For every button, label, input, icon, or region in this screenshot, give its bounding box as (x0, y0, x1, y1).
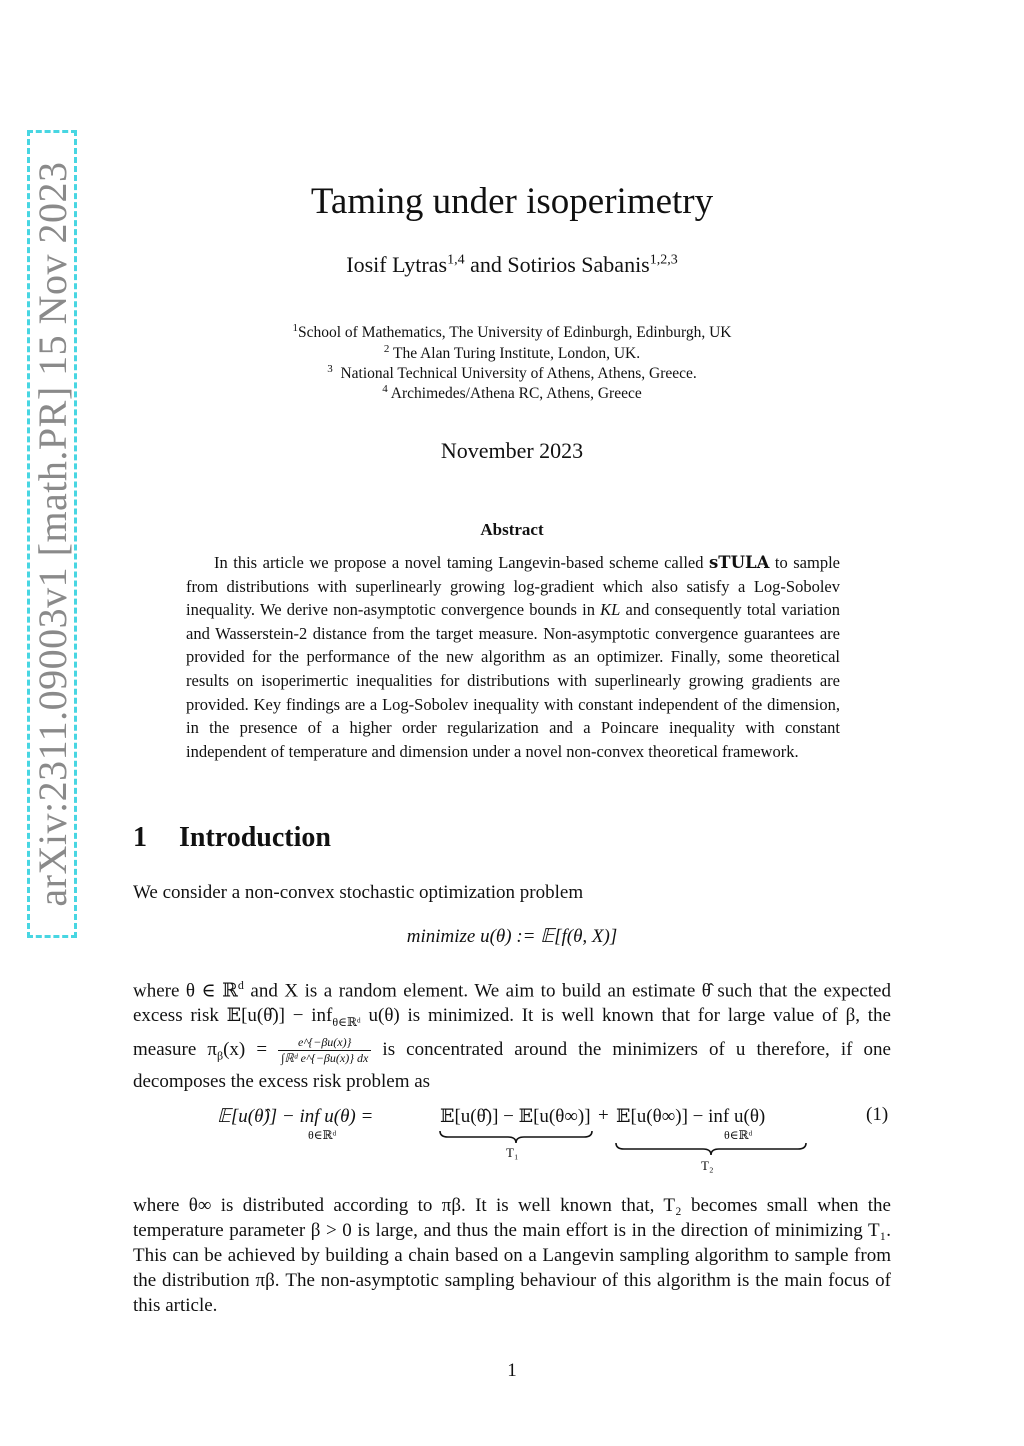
plus-sign: + (598, 1105, 609, 1126)
affiliation: $^1$School of Mathematics, The University of Edinburgh, Edinburgh, UK (292, 322, 732, 342)
affiliation: $^4$ Archimedes/Athena RC, Athens, Greece (382, 383, 642, 403)
author-affil-sup: 1,2,3 (649, 252, 678, 268)
intro-paragraph: where θ ∈ ℝ$^d$ and X is a random element. We aim to build an estimate θ̂ such that the expected excess risk 𝔼[u(θ̂)] − inf$_{\theta\in ℝᵈ}$ u(θ) is minimized. It is well known that for large value of β, the measure $\pi_\beta(x)$ = $\frac{e\^{}\{-\beta u(x)\}}{\text{∫ℝᵈ e\textasciicircum{}\{−βu(x)\} dx}}$ is concentrated around the minimizers of u therefore, if one decomposes the excess risk problem as (133, 978, 891, 1092)
underbrace-t2 (614, 1141, 808, 1157)
affiliation: $^3$ National Technical University of Athens, Athens, Greece. (327, 363, 697, 383)
intro-paragraph: We consider a non-convex stochastic optimization problem (133, 882, 584, 903)
author-name: Sotirios Sabanis (507, 252, 650, 277)
section-title: Introduction (179, 822, 331, 853)
t2-label: T₂ (701, 1158, 714, 1173)
author-conjunction: and (470, 252, 502, 277)
abstract-heading: Abstract (480, 520, 544, 539)
paper-title: Taming under isoperimetry (310, 181, 714, 222)
author-affil-sup: 1,4 (447, 252, 465, 268)
abstract-body: In this article we propose a novel taming Langevin-based scheme called sTULA to sample from distributions with superlinearly growing log-gradient which also satisfy a Log-Sobolev inequality. We derive non-asymptotic convergence bounds in KL and consequently total variation and Wasserstein-2 distance from the target measure. Non-asymptotic convergence guarantees are provided for the performance of the new algorithm as an optimizer. Finally, some theoretical results on isoperimertic inequalities for distributions with superlinearly growing gradients are provided. Key findings are a Log-Sobolev inequality with constant independent of the dimension, in the presence of a higher order regularization and a Poincare inequality with constant independent of temperature and dimension under a novel non-convex theoretical framework. (186, 553, 840, 761)
eq1-term-t2: 𝔼[u(θ∞)] − inf u(θ) (616, 1106, 766, 1127)
equation-number: (1) (866, 1104, 889, 1125)
author-line (0, 252, 1024, 278)
eq1-term-t1: 𝔼[u(θ̂)] − 𝔼[u(θ∞)] (440, 1106, 591, 1127)
paper-date: November 2023 (440, 438, 584, 463)
underbrace-t1 (438, 1129, 594, 1145)
intro-paragraph: where θ∞ is distributed according to πβ. It is well known that, T₂ becomes small when the temperature parameter β > 0 is large, and thus the main effort is in the direction of minimizing T₁. This can be achieved by building a chain based on a Langevin sampling algorithm to sample from the distribution πβ. The non-asymptotic sampling behaviour of this algorithm is the main focus of this article. (133, 1195, 891, 1316)
arxiv-stamp: arXiv:2311.09003v1 [math.PR] 15 Nov 2023 (30, 161, 75, 907)
measure-fraction: $\frac{e\^{}\{-\beta u(x)\}}{\text{∫ℝᵈ e\textasciicircum{}\{−βu(x)\} dx}}$ (278, 1035, 371, 1066)
eq1-inf-sub: θ∈ℝᵈ (308, 1128, 337, 1142)
section-number: 1 (133, 822, 147, 853)
scheme-name: sTULA (709, 553, 770, 572)
t1-label: T₁ (506, 1145, 519, 1160)
display-equation: minimize u(θ) := 𝔼[f(θ, X)] (406, 926, 618, 947)
eq1-inf-sub: θ∈ℝᵈ (724, 1128, 753, 1142)
section-heading (133, 822, 331, 854)
affiliation: $^2$ The Alan Turing Institute, London, UK. (383, 343, 641, 363)
author-name: Iosif Lytras (346, 252, 448, 277)
page-number: 1 (507, 1360, 517, 1381)
eq1-lhs: 𝔼[u(θ̂)] − inf u(θ) = (217, 1106, 374, 1127)
